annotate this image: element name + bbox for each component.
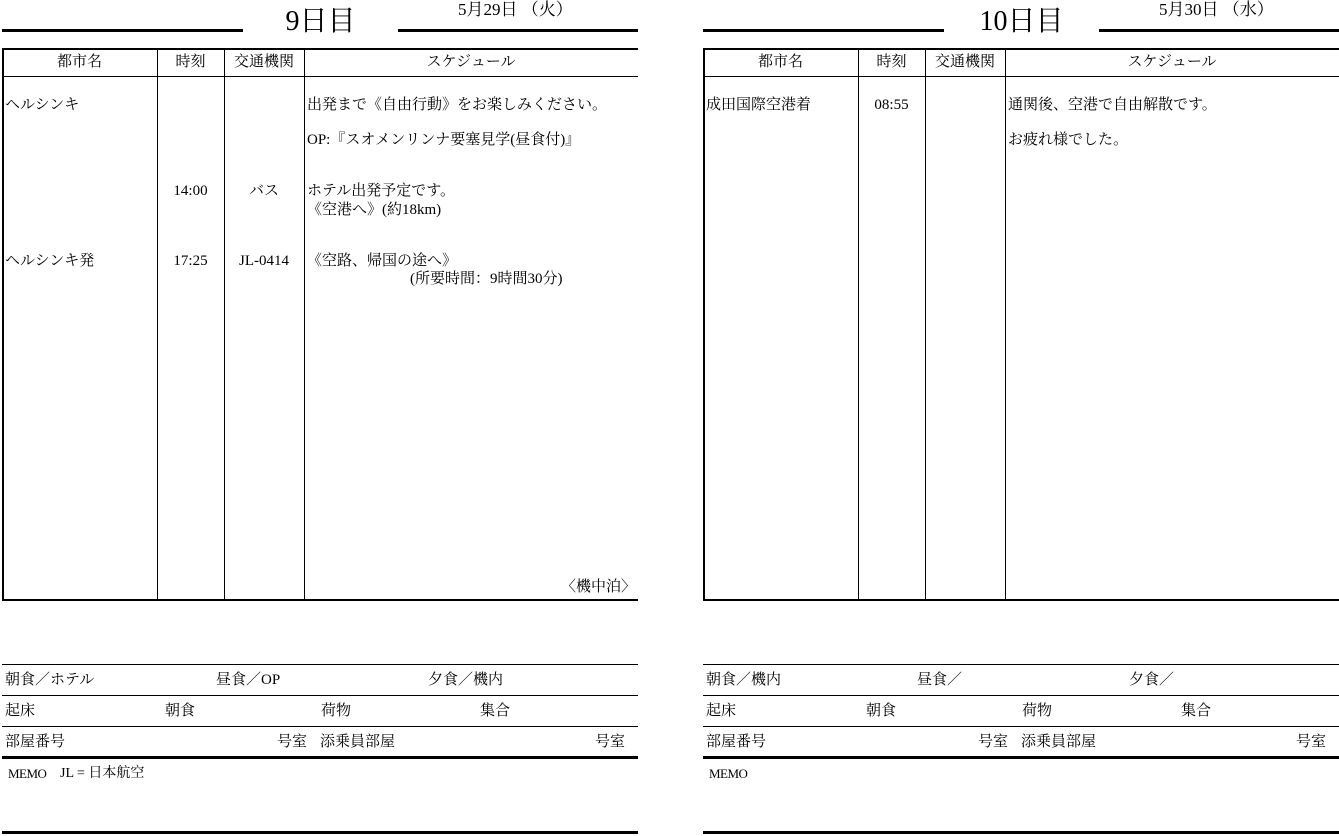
- row-time: 14:00: [173, 183, 208, 199]
- day-title: 10日目: [979, 6, 1064, 37]
- meal-lunch: 昼食／: [917, 672, 963, 688]
- date-label: 5月30日 （水）: [1159, 0, 1274, 19]
- meal-lunch: 昼食／OP: [216, 672, 281, 688]
- day-title: 9日目: [285, 6, 356, 37]
- escort-room-label: 添乗員部屋: [1021, 734, 1097, 750]
- table-top-border: [703, 48, 1339, 50]
- day-page-10: [703, 0, 1339, 836]
- row-schedule-line: お疲れ様でした。: [1008, 132, 1129, 148]
- memo-top-rule: [2, 756, 638, 759]
- escort-room-suffix: 号室: [595, 734, 626, 750]
- meal-breakfast: 朝食／機内: [706, 672, 782, 688]
- escort-room-suffix: 号室: [1296, 734, 1327, 750]
- row-city: ヘルシンキ発: [5, 253, 95, 269]
- table-bottom-border: [703, 599, 1339, 601]
- column-header-schedule: スケジュール: [426, 54, 516, 70]
- schedule-table: [2, 0, 638, 602]
- column-header-transport: 交通機関: [233, 54, 294, 70]
- escort-room-label: 添乗員部屋: [320, 734, 396, 750]
- memo-bottom-rule: [2, 831, 638, 834]
- wake-up-label: 起床: [5, 703, 36, 719]
- row-schedule-line: 通関後、空港で自由解散です。: [1008, 97, 1217, 113]
- luggage-label: 荷物: [1022, 703, 1053, 719]
- memo-label: MEMO: [709, 766, 748, 781]
- meal-breakfast: 朝食／ホテル: [5, 672, 95, 688]
- wake-up-label: 起床: [706, 703, 737, 719]
- info-rule: [2, 726, 638, 727]
- schedule-table: [703, 0, 1339, 602]
- row-time: 17:25: [173, 253, 208, 269]
- room-suffix: 号室: [978, 734, 1009, 750]
- table-left-border: [2, 48, 4, 601]
- row-schedule-line: OP:『スオメンリンナ要塞見学(昼食付)』: [307, 132, 581, 148]
- column-divider-time: [224, 48, 225, 600]
- breakfast-time-label: 朝食: [866, 703, 897, 719]
- room-number-label: 部屋番号: [706, 734, 767, 750]
- info-rule: [703, 695, 1339, 696]
- date-label: 5月29日 （火）: [458, 0, 573, 19]
- column-divider-city: [157, 48, 158, 600]
- memo-top-rule: [703, 756, 1339, 759]
- row-schedule-line: (所要時間：9時間30分): [410, 271, 563, 287]
- table-left-border: [703, 48, 705, 601]
- row-schedule-line: 出発まで《自由行動》をお楽しみください。: [307, 97, 608, 113]
- meal-dinner: 夕食／機内: [428, 672, 504, 688]
- meal-dinner: 夕食／: [1129, 672, 1175, 688]
- row-transport: バス: [248, 183, 279, 199]
- column-divider-city: [858, 48, 859, 600]
- column-divider-time: [925, 48, 926, 600]
- column-divider-transport: [304, 48, 305, 600]
- memo-label: MEMO: [8, 766, 47, 781]
- assembly-label: 集合: [480, 703, 511, 719]
- memo-bottom-rule: [703, 831, 1339, 834]
- header-divider: [703, 76, 1339, 77]
- info-rule: [703, 664, 1339, 665]
- column-header-city: 都市名: [56, 54, 102, 70]
- luggage-label: 荷物: [321, 703, 352, 719]
- header-divider: [2, 76, 638, 77]
- info-rule: [703, 726, 1339, 727]
- table-bottom-border: [2, 599, 638, 601]
- info-rule: [2, 664, 638, 665]
- row-schedule-line: 《空路、帰国の途へ》: [307, 253, 458, 269]
- column-divider-transport: [1005, 48, 1006, 600]
- row-schedule-line: ホテル出発予定です。: [307, 183, 456, 199]
- breakfast-time-label: 朝食: [165, 703, 196, 719]
- assembly-label: 集合: [1181, 703, 1212, 719]
- row-schedule-line: 《空港へ》(約18km): [307, 202, 442, 218]
- memo-text: JL = 日本航空: [60, 766, 145, 781]
- day-page-9: [2, 0, 638, 836]
- table-top-border: [2, 48, 638, 50]
- row-city: ヘルシンキ: [5, 97, 80, 113]
- column-header-schedule: スケジュール: [1127, 54, 1217, 70]
- row-city: 成田国際空港着: [706, 97, 812, 113]
- overnight-note: 〈機中泊〉: [560, 579, 636, 595]
- room-suffix: 号室: [277, 734, 308, 750]
- column-header-city: 都市名: [757, 54, 803, 70]
- column-header-time: 時刻: [876, 54, 907, 70]
- row-time: 08:55: [874, 97, 909, 113]
- room-number-label: 部屋番号: [5, 734, 66, 750]
- column-header-transport: 交通機関: [934, 54, 995, 70]
- info-rule: [2, 695, 638, 696]
- row-transport: JL-0414: [239, 253, 289, 269]
- column-header-time: 時刻: [175, 54, 206, 70]
